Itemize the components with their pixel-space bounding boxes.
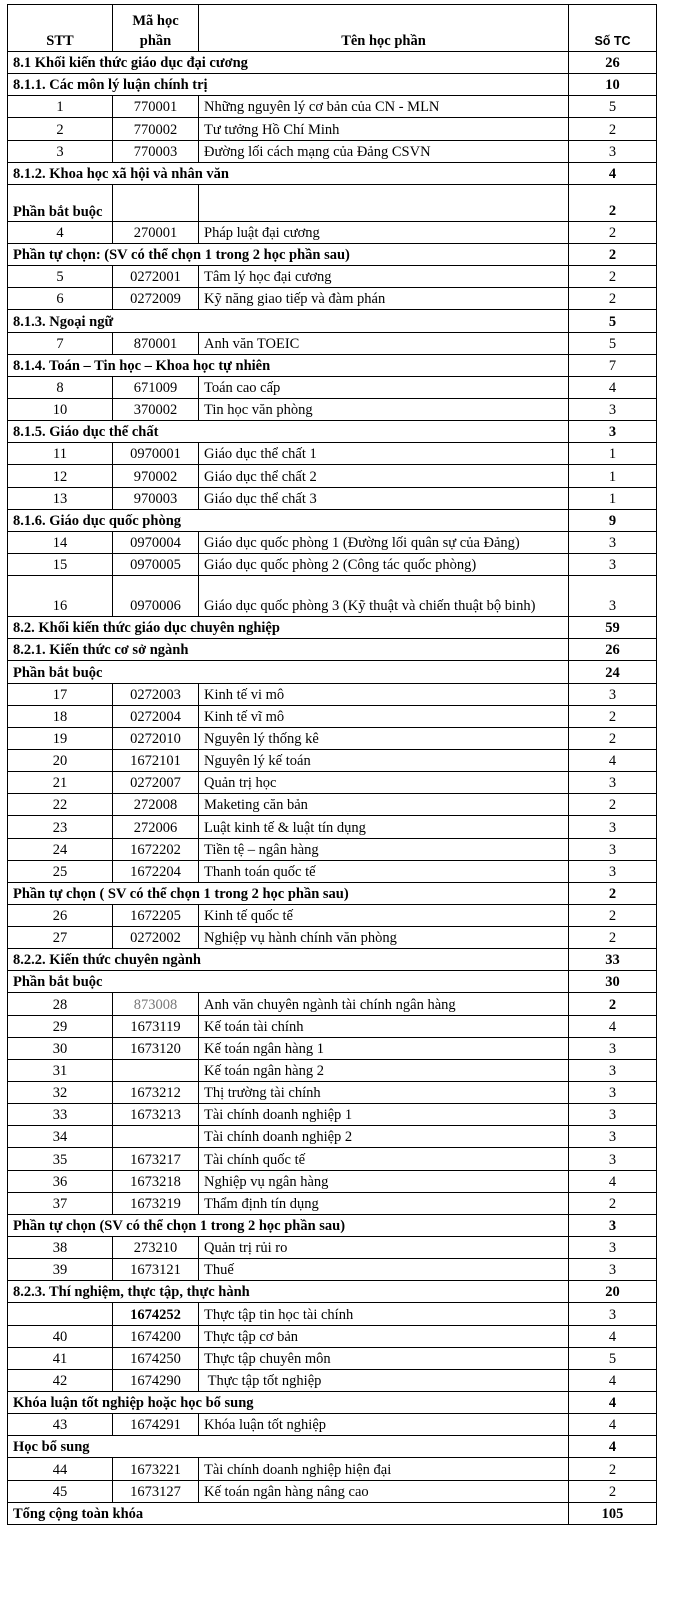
course-credits: 2	[569, 118, 657, 140]
course-name: Tiền tệ – ngân hàng	[199, 838, 569, 860]
course-code: 272008	[113, 794, 199, 816]
course-credits: 3	[569, 860, 657, 882]
course-credits: 4	[569, 749, 657, 771]
course-credits: 3	[569, 140, 657, 162]
course-code: 370002	[113, 398, 199, 420]
course-row	[8, 683, 657, 705]
course-code: 0970001	[113, 443, 199, 465]
course-row	[8, 531, 657, 553]
course-code: 270001	[113, 221, 199, 243]
course-code: 1673212	[113, 1082, 199, 1104]
course-stt: 23	[8, 816, 113, 838]
section-label: 8.1.6. Giáo dục quốc phòng	[8, 509, 569, 531]
course-credits: 3	[569, 576, 657, 617]
course-code: 1672202	[113, 838, 199, 860]
course-name: Tư tưởng Hồ Chí Minh	[199, 118, 569, 140]
course-name: Toán cao cấp	[199, 376, 569, 398]
course-code: 0272004	[113, 705, 199, 727]
course-row	[8, 993, 657, 1015]
course-row	[8, 332, 657, 354]
course-name: Maketing căn bản	[199, 794, 569, 816]
course-credits: 4	[569, 1170, 657, 1192]
section-label: 8.2.1. Kiến thức cơ sở ngành	[8, 639, 569, 661]
course-code: 0272010	[113, 727, 199, 749]
course-stt: 27	[8, 927, 113, 949]
course-code: 671009	[113, 376, 199, 398]
course-stt: 40	[8, 1325, 113, 1347]
course-stt: 16	[8, 576, 113, 617]
section-credits: 20	[569, 1281, 657, 1303]
course-name: Thuế	[199, 1259, 569, 1281]
course-code: 873008	[113, 993, 199, 1015]
course-stt: 20	[8, 749, 113, 771]
course-row	[8, 727, 657, 749]
course-credits: 1	[569, 465, 657, 487]
course-stt: 3	[8, 140, 113, 162]
course-row	[8, 553, 657, 575]
course-name: Kế toán ngân hàng nâng cao	[199, 1480, 569, 1502]
course-row	[8, 816, 657, 838]
course-name: Tài chính doanh nghiệp 1	[199, 1104, 569, 1126]
course-stt: 21	[8, 772, 113, 794]
course-credits: 5	[569, 1347, 657, 1369]
course-row	[8, 487, 657, 509]
course-credits: 3	[569, 1104, 657, 1126]
course-stt: 7	[8, 332, 113, 354]
course-row	[8, 749, 657, 771]
course-code: 272006	[113, 816, 199, 838]
course-stt: 15	[8, 553, 113, 575]
course-credits: 4	[569, 1015, 657, 1037]
course-code: 1672101	[113, 749, 199, 771]
course-code: 970002	[113, 465, 199, 487]
course-row	[8, 398, 657, 420]
course-row	[8, 96, 657, 118]
course-code: 1674252	[113, 1303, 199, 1325]
course-name: Giáo dục thể chất 2	[199, 465, 569, 487]
course-credits: 3	[569, 1037, 657, 1059]
section-credits: 3	[569, 421, 657, 443]
course-code: 870001	[113, 332, 199, 354]
course-name: Thực tập chuyên môn	[199, 1347, 569, 1369]
course-credits: 2	[569, 727, 657, 749]
course-row	[8, 1237, 657, 1259]
course-credits: 2	[569, 1192, 657, 1214]
course-stt: 1	[8, 96, 113, 118]
course-name: Thanh toán quốc tế	[199, 860, 569, 882]
course-credits: 4	[569, 1325, 657, 1347]
course-name: Kinh tế vi mô	[199, 683, 569, 705]
section-row	[8, 354, 657, 376]
course-row	[8, 1192, 657, 1214]
section-row	[8, 74, 657, 96]
course-credits: 3	[569, 553, 657, 575]
course-name: Tin học văn phòng	[199, 398, 569, 420]
course-name: Pháp luật đại cương	[199, 221, 569, 243]
curriculum-table-body	[8, 52, 657, 1525]
course-credits: 4	[569, 1369, 657, 1391]
course-credits: 3	[569, 398, 657, 420]
course-name: Giáo dục quốc phòng 2 (Công tác quốc phòng)	[199, 553, 569, 575]
course-stt: 39	[8, 1259, 113, 1281]
course-row	[8, 1369, 657, 1391]
course-name: Anh văn TOEIC	[199, 332, 569, 354]
course-row	[8, 1148, 657, 1170]
course-code: 0970005	[113, 553, 199, 575]
course-row	[8, 1170, 657, 1192]
course-row	[8, 221, 657, 243]
course-row	[8, 772, 657, 794]
course-credits: 5	[569, 332, 657, 354]
course-row	[8, 794, 657, 816]
course-name: Kinh tế vĩ mô	[199, 705, 569, 727]
course-code: 0272001	[113, 266, 199, 288]
course-code: 1673219	[113, 1192, 199, 1214]
course-row	[8, 1104, 657, 1126]
course-row	[8, 443, 657, 465]
section-credits: 9	[569, 509, 657, 531]
section-row	[8, 1502, 657, 1524]
course-name: Giáo dục thể chất 3	[199, 487, 569, 509]
course-code: 770001	[113, 96, 199, 118]
course-stt: 11	[8, 443, 113, 465]
section-row	[8, 1436, 657, 1458]
section-credits: 26	[569, 639, 657, 661]
section-row	[8, 949, 657, 971]
course-name: Kế toán ngân hàng 2	[199, 1059, 569, 1081]
course-credits: 4	[569, 376, 657, 398]
course-name: Luật kinh tế & luật tín dụng	[199, 816, 569, 838]
subgroup-credits: 2	[569, 184, 657, 221]
course-row	[8, 1325, 657, 1347]
section-label: 8.1.2. Khoa học xã hội và nhân văn	[8, 162, 569, 184]
course-name: Kinh tế quốc tế	[199, 904, 569, 926]
course-name: Quản trị học	[199, 772, 569, 794]
section-label: Học bổ sung	[8, 1436, 569, 1458]
course-row	[8, 705, 657, 727]
course-stt: 34	[8, 1126, 113, 1148]
section-row	[8, 639, 657, 661]
course-credits: 2	[569, 266, 657, 288]
course-code: 1673218	[113, 1170, 199, 1192]
course-credits: 2	[569, 794, 657, 816]
course-credits: 3	[569, 838, 657, 860]
course-code: 1673121	[113, 1259, 199, 1281]
course-credits: 3	[569, 772, 657, 794]
course-credits: 2	[569, 1458, 657, 1480]
course-stt: 31	[8, 1059, 113, 1081]
course-stt: 24	[8, 838, 113, 860]
course-name: Thực tập tốt nghiệp	[199, 1369, 569, 1391]
course-credits: 3	[569, 1237, 657, 1259]
course-stt: 17	[8, 683, 113, 705]
course-code: 0970006	[113, 576, 199, 617]
course-name: Giáo dục thể chất 1	[199, 443, 569, 465]
course-stt: 4	[8, 221, 113, 243]
section-row	[8, 971, 657, 993]
section-credits: 59	[569, 617, 657, 639]
course-row	[8, 140, 657, 162]
course-name: Kế toán tài chính	[199, 1015, 569, 1037]
section-label: 8.2.3. Thí nghiệm, thực tập, thực hành	[8, 1281, 569, 1303]
course-stt	[8, 1303, 113, 1325]
course-stt: 45	[8, 1480, 113, 1502]
header-credits: Số TC	[569, 5, 657, 52]
course-code: 1674200	[113, 1325, 199, 1347]
course-row	[8, 266, 657, 288]
course-code: 1673120	[113, 1037, 199, 1059]
course-credits: 1	[569, 487, 657, 509]
course-name: Quản trị rủi ro	[199, 1237, 569, 1259]
section-label: 8.2. Khối kiến thức giáo dục chuyên nghiệp	[8, 617, 569, 639]
course-row	[8, 1458, 657, 1480]
course-stt: 38	[8, 1237, 113, 1259]
course-stt: 26	[8, 904, 113, 926]
section-credits: 33	[569, 949, 657, 971]
course-code: 0272003	[113, 683, 199, 705]
course-stt: 32	[8, 1082, 113, 1104]
header-row	[8, 5, 657, 52]
course-name: Kế toán ngân hàng 1	[199, 1037, 569, 1059]
course-name: Tài chính quốc tế	[199, 1148, 569, 1170]
subgroup-name-empty	[199, 184, 569, 221]
section-label: 8.1 Khối kiến thức giáo dục đại cương	[8, 52, 569, 74]
course-name: Khóa luận tốt nghiệp	[199, 1414, 569, 1436]
course-stt: 28	[8, 993, 113, 1015]
section-row	[8, 882, 657, 904]
course-stt: 33	[8, 1104, 113, 1126]
course-stt: 2	[8, 118, 113, 140]
course-code: 1672204	[113, 860, 199, 882]
subgroup-code-empty	[113, 184, 199, 221]
section-row	[8, 661, 657, 683]
section-credits: 7	[569, 354, 657, 376]
section-row	[8, 617, 657, 639]
section-label: Khóa luận tốt nghiệp hoặc học bổ sung	[8, 1392, 569, 1414]
section-row	[8, 1392, 657, 1414]
course-credits: 3	[569, 1082, 657, 1104]
course-stt: 13	[8, 487, 113, 509]
course-row	[8, 1303, 657, 1325]
course-row	[8, 1082, 657, 1104]
section-label: 8.1.3. Ngoại ngữ	[8, 310, 569, 332]
curriculum-table	[7, 4, 657, 1525]
course-code: 770002	[113, 118, 199, 140]
section-credits: 4	[569, 162, 657, 184]
course-row	[8, 1059, 657, 1081]
course-name: Nguyên lý thống kê	[199, 727, 569, 749]
section-label: 8.1.1. Các môn lý luận chính trị	[8, 74, 569, 96]
section-credits: 4	[569, 1392, 657, 1414]
course-row	[8, 1037, 657, 1059]
course-row	[8, 1347, 657, 1369]
course-stt: 19	[8, 727, 113, 749]
section-label: Phần tự chọn: (SV có thể chọn 1 trong 2 học phần sau)	[8, 243, 569, 265]
course-credits: 4	[569, 1414, 657, 1436]
course-credits: 2	[569, 927, 657, 949]
course-name: Nguyên lý kế toán	[199, 749, 569, 771]
course-code: 970003	[113, 487, 199, 509]
course-stt: 30	[8, 1037, 113, 1059]
course-credits: 3	[569, 1059, 657, 1081]
course-credits: 3	[569, 1303, 657, 1325]
section-credits: 3	[569, 1214, 657, 1236]
section-row	[8, 243, 657, 265]
course-code: 1673221	[113, 1458, 199, 1480]
section-credits: 2	[569, 243, 657, 265]
section-credits: 2	[569, 882, 657, 904]
header-course-code: Mã học phần	[113, 5, 199, 52]
course-row	[8, 376, 657, 398]
course-stt: 29	[8, 1015, 113, 1037]
course-stt: 22	[8, 794, 113, 816]
course-stt: 43	[8, 1414, 113, 1436]
section-credits: 30	[569, 971, 657, 993]
course-name: Tài chính doanh nghiệp hiện đại	[199, 1458, 569, 1480]
course-name: Thị trường tài chính	[199, 1082, 569, 1104]
section-credits: 10	[569, 74, 657, 96]
course-name: Nghiệp vụ ngân hàng	[199, 1170, 569, 1192]
course-name: Thực tập cơ bản	[199, 1325, 569, 1347]
course-name: Giáo dục quốc phòng 1 (Đường lối quân sự của Đảng)	[199, 531, 569, 553]
section-label: Phần tự chọn (SV có thể chọn 1 trong 2 học phần sau)	[8, 1214, 569, 1236]
section-credits: 4	[569, 1436, 657, 1458]
course-stt: 44	[8, 1458, 113, 1480]
course-credits: 5	[569, 96, 657, 118]
course-stt: 42	[8, 1369, 113, 1391]
course-credits: 2	[569, 1480, 657, 1502]
course-stt: 6	[8, 288, 113, 310]
header-course-name: Tên học phần	[199, 5, 569, 52]
section-credits: 5	[569, 310, 657, 332]
section-label: 8.1.4. Toán – Tin học – Khoa học tự nhiên	[8, 354, 569, 376]
course-row	[8, 904, 657, 926]
course-stt: 36	[8, 1170, 113, 1192]
course-credits: 3	[569, 1148, 657, 1170]
course-credits: 3	[569, 1259, 657, 1281]
section-row	[8, 52, 657, 74]
course-code: 0272007	[113, 772, 199, 794]
course-code: 0272009	[113, 288, 199, 310]
course-row	[8, 927, 657, 949]
course-code: 1673127	[113, 1480, 199, 1502]
course-stt: 37	[8, 1192, 113, 1214]
course-name: Đường lối cách mạng của Đảng CSVN	[199, 140, 569, 162]
course-name: Thẩm định tín dụng	[199, 1192, 569, 1214]
course-code: 1674291	[113, 1414, 199, 1436]
course-credits: 2	[569, 993, 657, 1015]
section-row	[8, 421, 657, 443]
course-credits: 2	[569, 904, 657, 926]
course-name: Thực tập tin học tài chính	[199, 1303, 569, 1325]
course-credits: 3	[569, 683, 657, 705]
course-credits: 3	[569, 531, 657, 553]
course-name: Kỹ năng giao tiếp và đàm phán	[199, 288, 569, 310]
course-code: 273210	[113, 1237, 199, 1259]
section-credits: 24	[569, 661, 657, 683]
course-code	[113, 1059, 199, 1081]
course-code: 0970004	[113, 531, 199, 553]
curriculum-table-container	[7, 4, 656, 1525]
course-stt: 8	[8, 376, 113, 398]
section-row	[8, 1281, 657, 1303]
section-label: 8.2.2. Kiến thức chuyên ngành	[8, 949, 569, 971]
section-credits: 26	[569, 52, 657, 74]
course-name: Tâm lý học đại cương	[199, 266, 569, 288]
course-code: 1673119	[113, 1015, 199, 1037]
course-credits: 2	[569, 221, 657, 243]
course-row	[8, 1259, 657, 1281]
course-stt: 14	[8, 531, 113, 553]
section-credits: 105	[569, 1502, 657, 1524]
section-label: 8.1.5. Giáo dục thể chất	[8, 421, 569, 443]
section-label: Phần tự chọn ( SV có thể chọn 1 trong 2 học phần sau)	[8, 882, 569, 904]
course-row	[8, 1126, 657, 1148]
course-name: Tài chính doanh nghiệp 2	[199, 1126, 569, 1148]
course-credits: 3	[569, 1126, 657, 1148]
course-row	[8, 576, 657, 617]
header-stt: STT	[8, 5, 113, 52]
course-row	[8, 1015, 657, 1037]
course-stt: 12	[8, 465, 113, 487]
course-name: Những nguyên lý cơ bản của CN - MLN	[199, 96, 569, 118]
section-row	[8, 1214, 657, 1236]
section-row	[8, 310, 657, 332]
course-code: 1673217	[113, 1148, 199, 1170]
section-row	[8, 509, 657, 531]
course-stt: 18	[8, 705, 113, 727]
course-credits: 2	[569, 705, 657, 727]
course-row	[8, 838, 657, 860]
course-code: 770003	[113, 140, 199, 162]
course-stt: 25	[8, 860, 113, 882]
course-stt: 35	[8, 1148, 113, 1170]
course-credits: 3	[569, 816, 657, 838]
section-label: Tổng cộng toàn khóa	[8, 1502, 569, 1524]
course-code: 1674250	[113, 1347, 199, 1369]
course-code: 1674290	[113, 1369, 199, 1391]
course-name: Giáo dục quốc phòng 3 (Kỹ thuật và chiến thuật bộ binh)	[199, 576, 569, 617]
subgroup-row	[8, 184, 657, 221]
course-name: Nghiệp vụ hành chính văn phòng	[199, 927, 569, 949]
course-row	[8, 860, 657, 882]
course-row	[8, 465, 657, 487]
course-stt: 41	[8, 1347, 113, 1369]
course-code: 1673213	[113, 1104, 199, 1126]
section-label: Phần bắt buộc	[8, 661, 569, 683]
course-name: Anh văn chuyên ngành tài chính ngân hàng	[199, 993, 569, 1015]
course-row	[8, 1414, 657, 1436]
course-credits: 1	[569, 443, 657, 465]
course-stt: 10	[8, 398, 113, 420]
course-code: 0272002	[113, 927, 199, 949]
subgroup-label: Phần bắt buộc	[8, 184, 113, 221]
course-row	[8, 1480, 657, 1502]
course-code	[113, 1126, 199, 1148]
course-credits: 2	[569, 288, 657, 310]
course-code: 1672205	[113, 904, 199, 926]
course-row	[8, 288, 657, 310]
course-stt: 5	[8, 266, 113, 288]
section-label: Phần bắt buộc	[8, 971, 569, 993]
course-row	[8, 118, 657, 140]
section-row	[8, 162, 657, 184]
